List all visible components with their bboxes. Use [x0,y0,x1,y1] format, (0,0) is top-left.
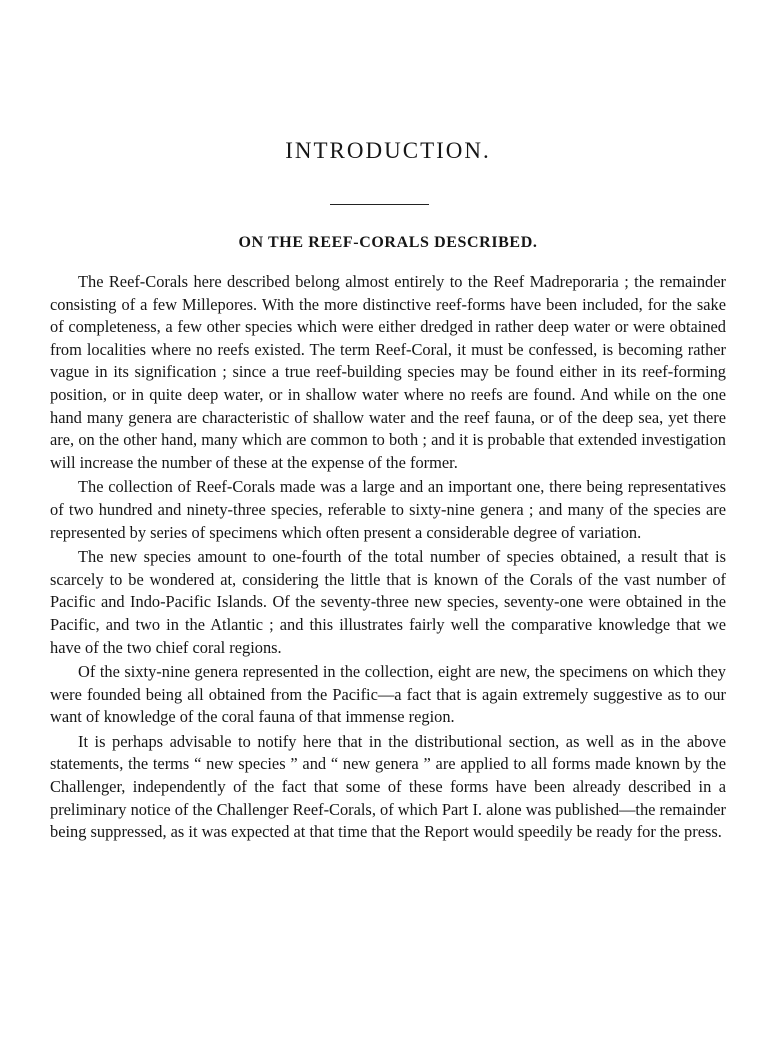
title-divider [330,204,429,205]
paragraph: The Reef-Corals here described belong almost entirely to the Reef Madreporaria ; the remainder consisting of a few Millepores. With the more distinctive reef-forms have been included, for the sake of completeness, a few other species which were either dredged in rather deep water or were obtained from localities where no reefs existed. The term Reef-Coral, it must be confessed, is becoming rather vague in its signification ; since a true reef-building species may be found either in its reef-forming position, or in quite deep water, or in shallow water where no reefs are found. And while on the one hand many genera are characteristic of shallow water and the reef fauna, or of the deep sea, yet there are, on the other hand, many which are common to both ; and it is probable that extended investigation will increase the number of these at the expense of the former. [50,272,726,472]
paragraph: The new species amount to one-fourth of the total number of species obtained, a result that is scarcely to be wondered at, considering the little that is known of the Corals of the vast number of Pacific and Indo-Pacific Islands. Of the seventy-three new species, seventy-one were obtained in the Pacific, and two in the Atlantic ; and this illustrates fairly well the comparative knowledge that we have of the two chief coral regions. [50,547,726,657]
paragraph: The collection of Reef-Corals made was a large and an important one, there being representatives of two hundred and ninety-three species, referable to sixty-nine genera ; and many of the species are represented by series of specimens which often present a considerable degree of variation. [50,477,726,542]
body-text [50,271,726,844]
section-heading: ON THE REEF-CORALS DESCRIBED. [238,234,538,251]
paragraph: Of the sixty-nine genera represented in the collection, eight are new, the specimens on which they were founded being all obtained from the Pacific—a fact that is again extremely suggestive as to our want of knowledge of the coral fauna of that immense region. [50,662,726,727]
page-title: INTRODUCTION. [285,138,491,163]
paragraph: It is perhaps advisable to notify here that in the distributional section, as well as in the above statements, the terms “ new species ” and “ new genera ” are applied to all forms made known by the Challenger, independently of the fact that some of these forms have been already described in a preliminary notice of the Challenger Reef-Corals, of which Part I. alone was published—the remainder being suppressed, as it was expected at that time that the Report would speedily be ready for the press. [50,731,726,842]
